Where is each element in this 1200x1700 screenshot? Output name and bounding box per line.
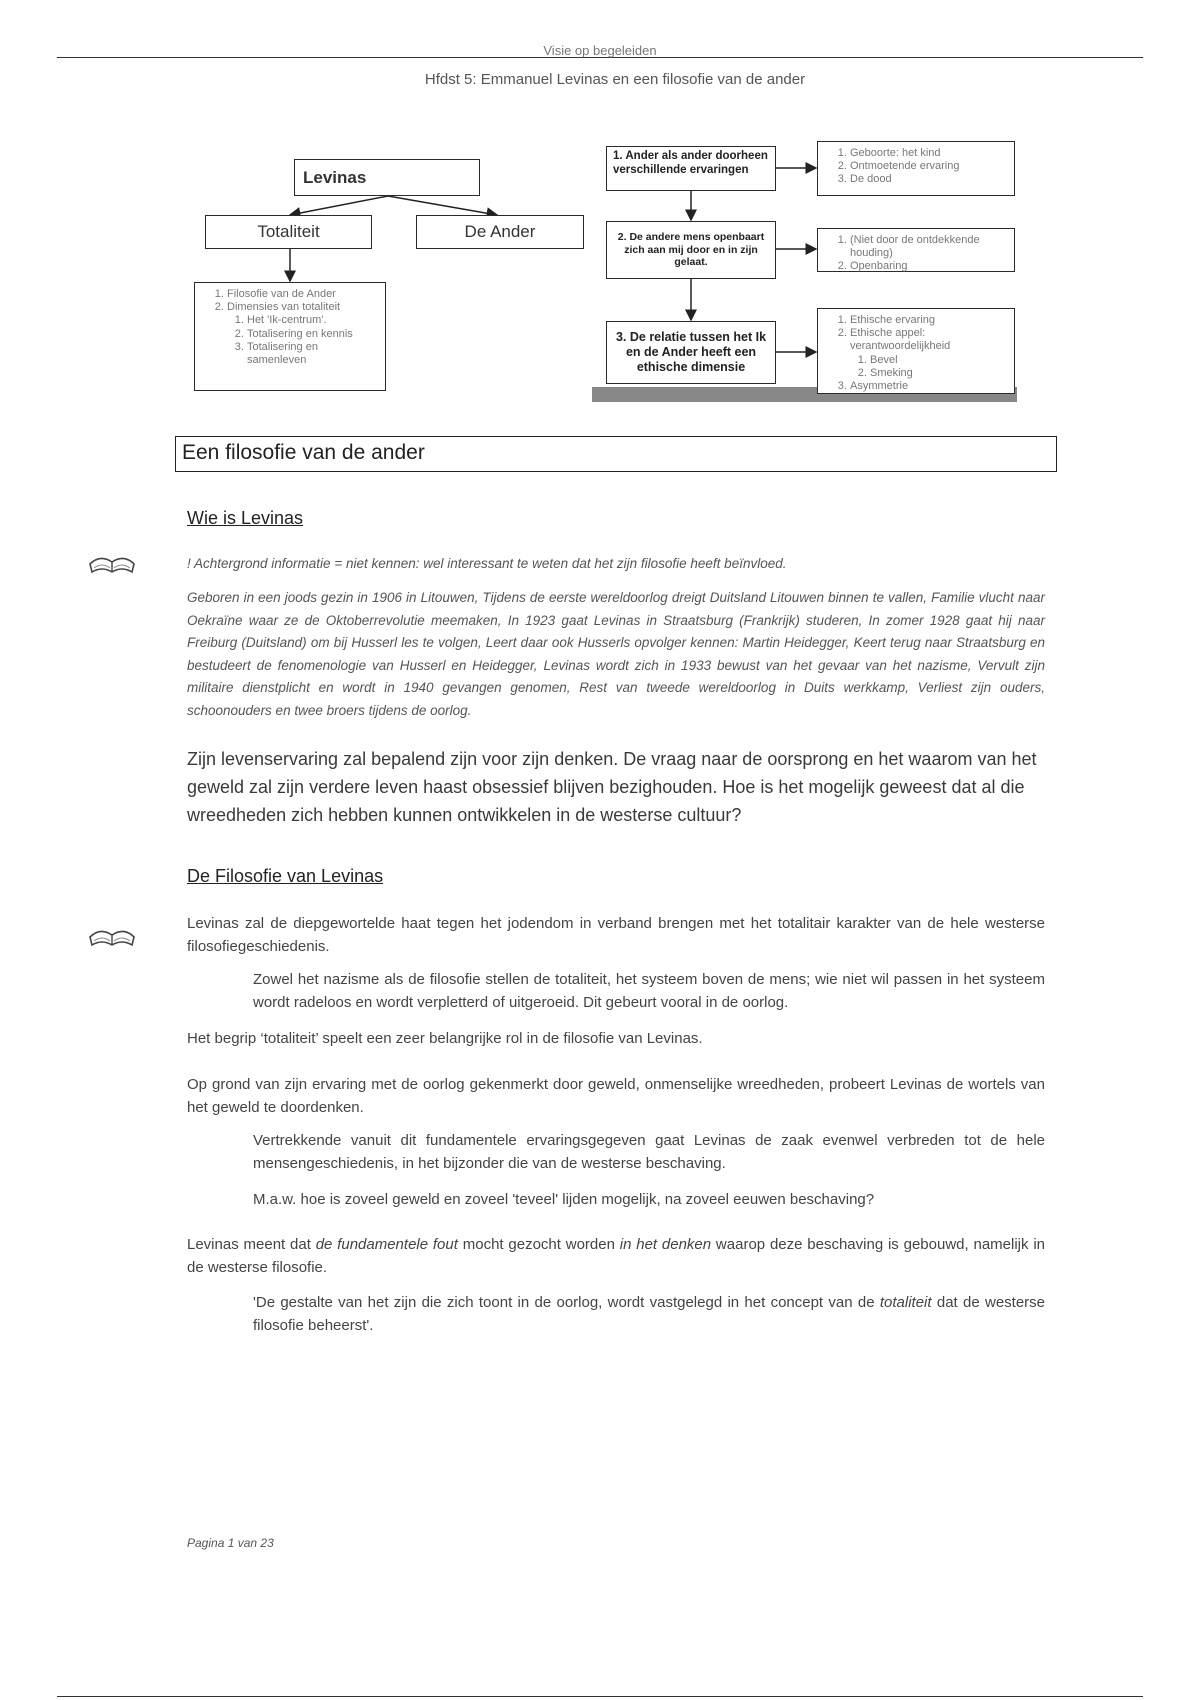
book-icon <box>86 919 138 951</box>
list-item: 3. Totalisering en samenleven <box>247 341 375 367</box>
list-item: 3. De dood <box>850 173 1004 186</box>
list-item: 1. Het 'Ik-centrum'. <box>247 314 375 327</box>
footer-rule <box>57 1696 1143 1697</box>
heading-filosofie: De Filosofie van Levinas <box>187 866 384 886</box>
chapter-title: Hfdst 5: Emmanuel Levinas en een filosofie van de ander <box>424 71 806 88</box>
list-item: 1. Filosofie van de Ander <box>227 288 375 301</box>
summary-text: Zijn levenservaring zal bepalend zijn voor zijn denken. De vraag naar de oorsprong en het waarom van het geweld zal zijn verdere leven haast obsessief blijven bezighouden. Hoe is het mogelijk geweest dat al die wreedheden zich hebben kunnen ontwikkelen in de westerse cultuur? <box>187 749 1037 825</box>
paragraph: Op grond van zijn ervaring met de oorlog gekenmerkt door geweld, onmenselijke wreedheden, probeert Levinas de wortels van het geweld te doordenken. <box>187 1076 1045 1116</box>
paragraph-indented: Vertrekkende vanuit dit fundamentele ervaringsgegeven gaat Levinas de zaak evenwel verbreden tot de hele mensengeschiedenis, in het bijzonder die van de westerse beschaving. <box>253 1132 1045 1172</box>
node-de-ander-label: De Ander <box>464 222 536 241</box>
node-step-1 <box>606 146 776 191</box>
list-item: 2. Ontmoetende ervaring <box>850 160 1004 173</box>
node-step-2-label: 2. De andere mens openbaart zich aan mij door en in zijn gelaat. <box>617 231 765 269</box>
text-run: Levinas meent dat <box>187 1236 316 1253</box>
running-title: Visie op begeleiden <box>543 43 657 58</box>
list-item <box>227 301 375 367</box>
node-totaliteit <box>205 215 372 249</box>
node-step-3 <box>606 321 776 384</box>
list-item: 2. Totalisering en kennis <box>247 328 375 341</box>
node-step-2 <box>606 221 776 279</box>
quote <box>253 1291 1045 1337</box>
node-step-1-list <box>817 141 1015 196</box>
list-item-text: Ethische appel: verantwoordelijkheid <box>850 327 951 353</box>
list-item: 1. (Niet door de ontdekkende houding) <box>850 234 1004 260</box>
node-totaliteit-label: Totaliteit <box>257 222 320 241</box>
node-levinas-label: Levinas <box>303 167 367 187</box>
emphasis: de fundamentele fout <box>315 1236 458 1253</box>
text-run: mocht gezocht worden <box>457 1236 620 1253</box>
node-de-ander <box>416 215 584 249</box>
paragraph-indented: M.a.w. hoe is zoveel geweld en zoveel 'teveel' lijden mogelijk, na zoveel eeuwen beschaving? <box>253 1191 875 1208</box>
node-step-3-label: 3. De relatie tussen het Ik en de Ander heeft een ethische dimensie <box>615 330 767 374</box>
node-step-2-list <box>817 228 1015 272</box>
text-run: 'De gestalte van het zijn die zich toont in de oorlog, wordt vastgelegd in het concept van de <box>253 1294 880 1311</box>
paragraph <box>187 1233 1045 1279</box>
list-item: 1. Geboorte: het kind <box>850 147 1004 160</box>
node-step-1-label: 1. Ander als ander doorheen verschillende ervaringen <box>613 150 768 176</box>
diagram-connectors <box>0 0 1200 420</box>
section-title: Een filosofie van de ander <box>175 436 1057 472</box>
paragraph-indented: Zowel het nazisme als de filosofie stellen de totaliteit, het systeem boven de mens; wie niet wil passen in het systeem wordt radeloos en wordt verpletterd of uitgeroeid. Dit gebeurt vooral in de oorlog. <box>253 971 1045 1011</box>
list-item: 1. Bevel <box>870 354 1004 367</box>
list-item: 2. Smeking <box>870 367 1004 380</box>
text-run: waarop deze beschaving is gebouwd, namelijk in de westerse filosofie. <box>187 1236 1045 1276</box>
emphasis: in het denken <box>619 1236 712 1253</box>
list-item <box>850 327 1004 380</box>
emphasis: totaliteit <box>879 1294 932 1311</box>
list-item: 1. Ethische ervaring <box>850 314 1004 327</box>
list-item: 3. Asymmetrie <box>850 380 1004 393</box>
list-item: 2. Openbaring <box>850 260 1004 273</box>
heading-wie-is-levinas: Wie is Levinas <box>187 508 304 528</box>
node-totaliteit-details <box>194 282 386 391</box>
book-icon <box>86 546 138 578</box>
page-number: Pagina 1 van 23 <box>187 1536 274 1550</box>
list-item-text: Dimensies van totaliteit <box>227 301 341 314</box>
node-step-3-list <box>817 308 1015 394</box>
text-run: dat de westerse filosofie beheerst'. <box>253 1294 1046 1334</box>
biography-text: Geboren in een joods gezin in 1906 in Litouwen, Tijdens de eerste wereldoorlog dreigt Duitsland Litouwen binnen te vallen, Familie vlucht naar Oekraïne waar ze de Oktoberrevolutie meemaken, In 1923 gaat Levinas in Straatsburg (Frankrijk) studeren, In zomer 1928 gaat hij naar Freiburg (Duitsland) om bij Husserl les te volgen, Leert daar ook Husserls opvolger kennen: Martin Heidegger, Keert terug naar Straatsburg en bestudeert de fenomenologie van Husserl en Heidegger, Levinas wordt zich in 1933 bewust van het gevaar van het nazisme, Vervult zijn militaire dienstplicht en wordt in 1940 gevangen genomen, Rest van tweede wereldoorlog in Duits werkkamp, Verliest zijn ouders, schoonouders en twee broers tijdens de oorlog. <box>187 590 1045 718</box>
note-text: ! Achtergrond informatie = niet kennen: wel interessant te weten dat het zijn filosofie heeft beïnvloed. <box>187 556 787 571</box>
paragraph: Het begrip ‘totaliteit’ speelt een zeer belangrijke rol in de filosofie van Levinas. <box>187 1030 703 1047</box>
node-levinas <box>294 159 480 196</box>
paragraph: Levinas zal de diepgewortelde haat tegen het jodendom in verband brengen met het totalitair karakter van de hele westerse filosofiegeschiedenis. <box>187 915 1045 955</box>
